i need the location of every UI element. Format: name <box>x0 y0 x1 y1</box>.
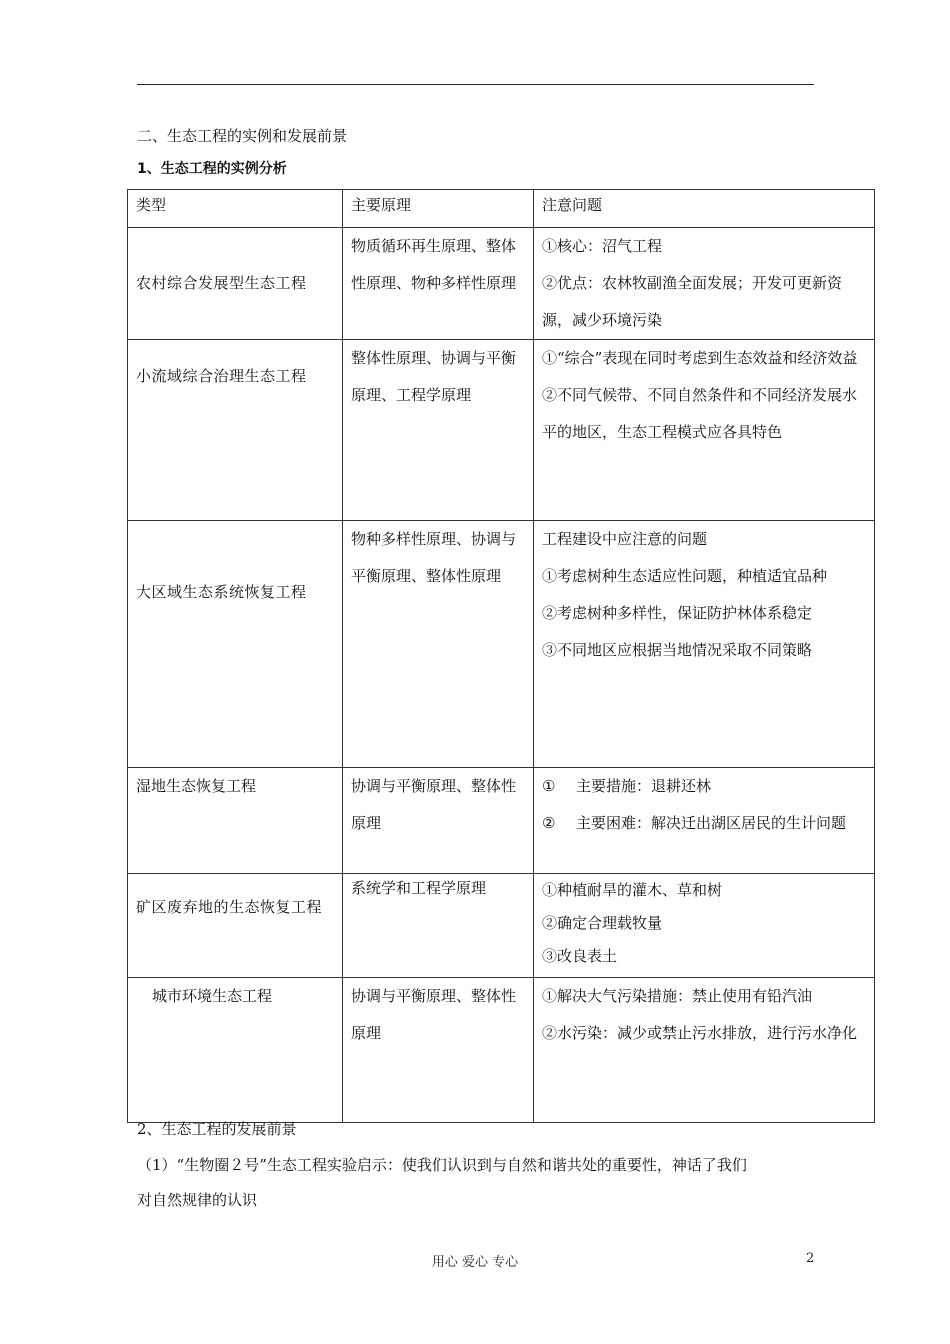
row-note: ②考虑树种多样性，保证防护林体系稳定 <box>542 604 813 622</box>
page-number: 2 <box>806 1251 815 1266</box>
row-type: 湿地生态恢复工程 <box>136 777 257 795</box>
row-note: ①解决大气污染措施：禁止使用有铅汽油 <box>542 987 813 1005</box>
row-note: 主要困难：解决迁出湖区居民的生计问题 <box>576 814 847 832</box>
table-row <box>128 978 875 1123</box>
row-type: 农村综合发展型生态工程 <box>136 273 307 292</box>
section-title: 二、生态工程的实例和发展前景 <box>137 127 348 145</box>
table-row <box>128 768 875 874</box>
header-type: 类型 <box>128 190 343 228</box>
row-type: 城市环境生态工程 <box>152 987 273 1005</box>
row-note: 主要措施：退耕还林 <box>576 777 712 795</box>
ecology-table <box>127 189 875 1123</box>
row-principle: 整体性原理、协调与平衡原理、工程学原理 <box>351 349 517 404</box>
table-row <box>128 228 875 340</box>
row-principle: 协调与平衡原理、整体性原理 <box>351 987 517 1042</box>
row-type: 矿区废弃地的生态恢复工程 <box>136 898 323 916</box>
row-principle: 物质循环再生原理、整体性原理、物种多样性原理 <box>351 237 517 292</box>
row-note: ①考虑树种生态适应性问题，种植适宜品种 <box>542 567 828 585</box>
row-note: ①种植耐旱的灌木、草和树 <box>542 881 723 899</box>
table-header-row <box>128 190 875 228</box>
row-note: ②不同气候带、不同自然条件和不同经济发展水平的地区，生态工程模式应各具特色 <box>542 386 858 441</box>
table-row <box>128 874 875 978</box>
table-row <box>128 521 875 768</box>
page-footer: 用心 爱心 专心 <box>431 1255 519 1270</box>
sub-title: 1、生态工程的实例分析 <box>137 161 287 177</box>
row-note: ①“综合”表现在同时考虑到生态效益和经济效益 <box>542 349 858 367</box>
row-note-number: ② <box>542 814 556 832</box>
table-row <box>128 340 875 521</box>
header-notes: 注意问题 <box>534 190 875 228</box>
header-rule <box>137 84 814 85</box>
header-principle: 主要原理 <box>343 190 534 228</box>
section2-title: 2、生态工程的发展前景 <box>137 1120 297 1138</box>
row-note: ②优点：农林牧副渔全面发展；开发可更新资源，减少环境污染 <box>542 274 843 329</box>
row-note-number: ① <box>542 777 556 795</box>
row-note: ③改良表土 <box>542 947 618 965</box>
row-principle: 物种多样性原理、协调与平衡原理、整体性原理 <box>351 530 517 585</box>
paragraph-line: 对自然规律的认识 <box>137 1191 258 1209</box>
row-note: ①核心：沼气工程 <box>542 237 663 255</box>
row-principle: 协调与平衡原理、整体性原理 <box>351 777 517 832</box>
row-note: ②确定合理载牧量 <box>542 914 663 932</box>
row-note: ②水污染：减少或禁止污水排放，进行污水净化 <box>542 1024 858 1042</box>
row-note: 工程建设中应注意的问题 <box>542 530 708 548</box>
row-note: ③不同地区应根据当地情况采取不同策略 <box>542 641 813 659</box>
row-type: 小流域综合治理生态工程 <box>136 367 307 385</box>
row-principle: 系统学和工程学原理 <box>351 879 487 897</box>
row-type: 大区域生态系统恢复工程 <box>136 583 307 601</box>
paragraph-line: （1）“生物圈２号”生态工程实验启示：使我们认识到与自然和谐共处的重要性，神话了我们 <box>137 1156 747 1174</box>
